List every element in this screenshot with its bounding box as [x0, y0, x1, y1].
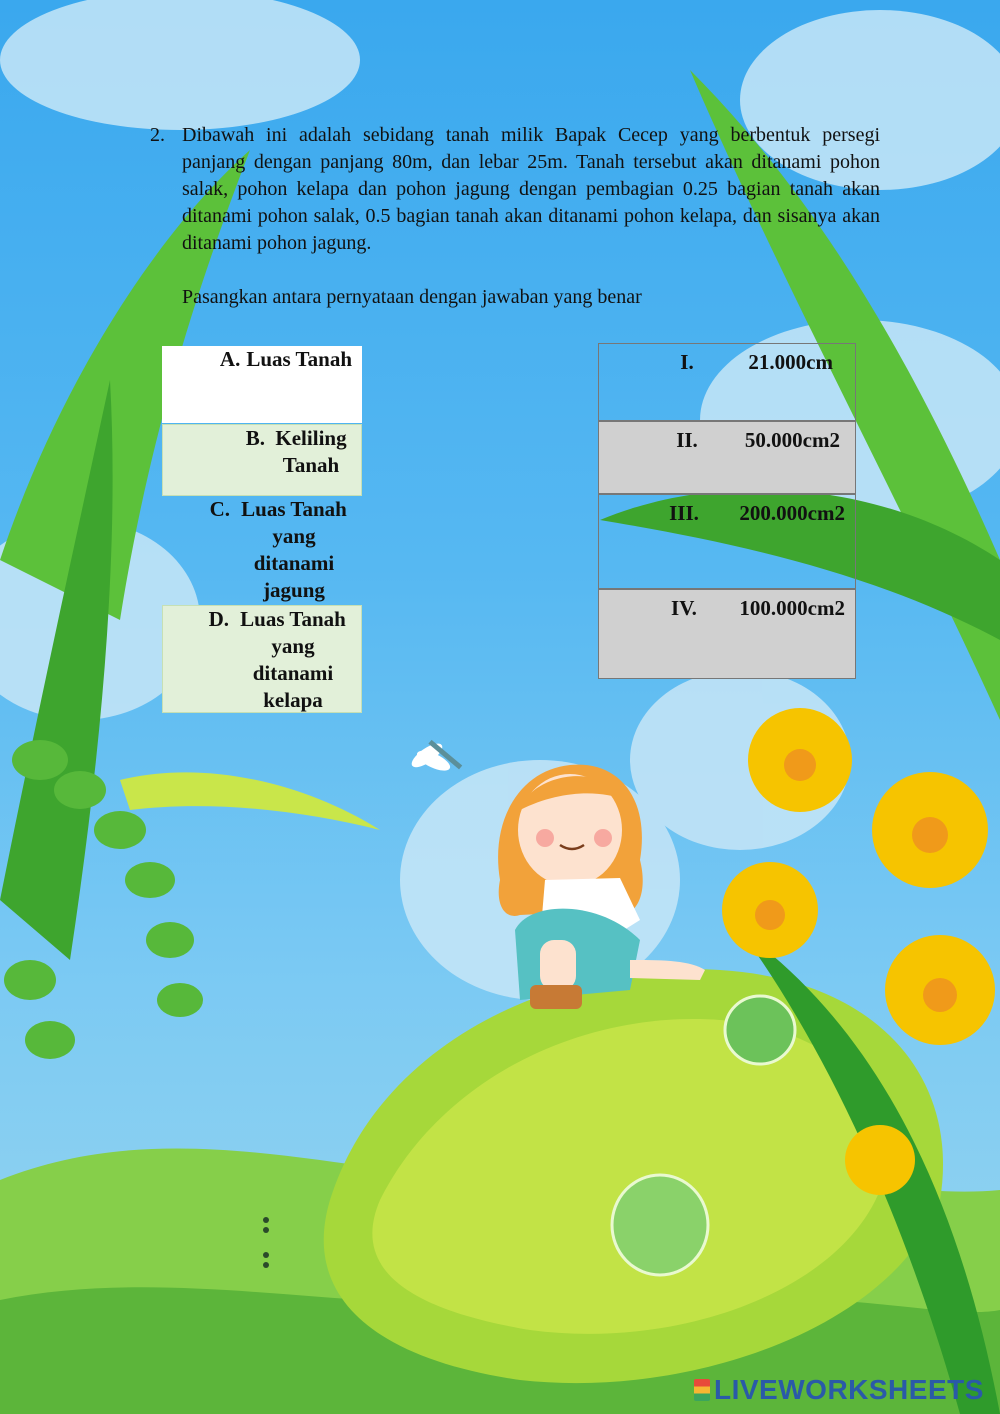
- answer-iv[interactable]: [598, 589, 856, 679]
- liveworksheets-logo[interactable]: [694, 1374, 984, 1406]
- answer-ii[interactable]: [598, 421, 856, 494]
- leaf-shape: [120, 772, 380, 830]
- statement-letter: A.: [219, 347, 241, 371]
- answer-value: 21.000cm: [748, 350, 833, 374]
- question-number: 2.: [150, 124, 165, 146]
- answer-iii[interactable]: [598, 494, 856, 589]
- statement-c[interactable]: [162, 496, 362, 604]
- answer-i[interactable]: [598, 343, 856, 421]
- answer-label: IV.: [671, 596, 697, 620]
- answer-value: 100.000cm2: [739, 596, 845, 620]
- answer-label: II.: [676, 428, 698, 452]
- water-drop: [612, 1175, 708, 1275]
- answer-value: 200.000cm2: [739, 501, 845, 525]
- dragonfly: [408, 739, 462, 774]
- statement-letter: C.: [209, 497, 230, 521]
- question-instruction: Pasangkan antara pernyataan dengan jawaban yang benar: [182, 286, 642, 308]
- logo-icon: [694, 1379, 710, 1401]
- answer-label: I.: [680, 350, 694, 374]
- statement-a[interactable]: [162, 346, 362, 423]
- statement-letter: B.: [245, 426, 265, 450]
- question-block: [150, 122, 880, 311]
- water-drop: [725, 996, 795, 1064]
- statement-b[interactable]: [162, 424, 362, 496]
- answer-value: 50.000cm2: [744, 428, 840, 452]
- statement-text: Luas Tanah: [246, 347, 352, 371]
- statement-text: Keliling Tanah: [275, 426, 347, 477]
- logo-text: LIVEWORKSHEETS: [714, 1374, 984, 1405]
- answer-label: III.: [669, 501, 699, 525]
- statement-text: Luas Tanah yang ditanami kelapa: [240, 607, 346, 712]
- statement-d[interactable]: [162, 605, 362, 713]
- question-text: Dibawah ini adalah sebidang tanah milik Bapak Cecep yang berbentuk persegi panjang dengan panjang 80m, dan lebar 25m. Tanah tersebut akan ditanami pohon salak, pohon kelapa dan pohon jagung dengan pembagian 0.25 bagian tanah akan ditanami pohon salak, 0.5 bagian tanah akan ditanami pohon kelapa, dan sisanya akan ditanami pohon jagung.: [182, 124, 880, 254]
- statement-text: Luas Tanah yang ditanami jagung: [241, 497, 347, 602]
- statement-letter: D.: [208, 607, 229, 631]
